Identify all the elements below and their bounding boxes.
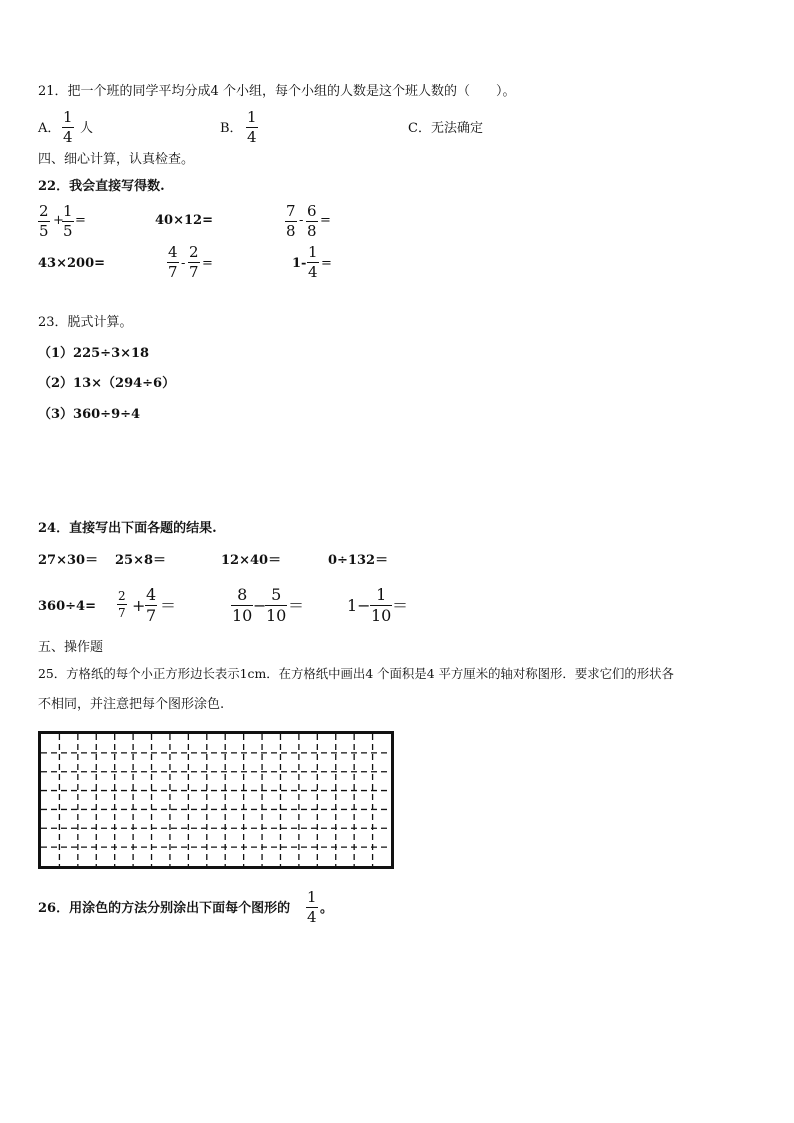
denominator: 4 — [308, 263, 318, 281]
q24-r1-3: 12×40＝ — [221, 553, 282, 568]
q21-option-a-suffix: 人 — [80, 121, 94, 136]
q22-e3-op: - — [299, 213, 304, 228]
denominator: 10 — [371, 606, 392, 625]
q24-r2-2-frac-b — [145, 587, 157, 624]
q24-r2-3-eq: ＝ — [288, 596, 305, 615]
section4-heading: 四、细心计算，认真检查。 — [38, 152, 195, 167]
q21-option-c: C．无法确定 — [408, 121, 483, 136]
denominator: 5 — [39, 222, 49, 240]
q24-r2-3-frac-b — [265, 587, 287, 624]
q22-e6-fraction — [307, 245, 319, 280]
numerator: 1 — [63, 202, 73, 220]
q22-e1-frac-a — [38, 204, 50, 239]
q22-e1-frac-b — [62, 204, 74, 239]
q22-e5-op: - — [181, 256, 186, 271]
q22-title: 22．我会直接写得数. — [38, 179, 165, 194]
q22-e5-frac-a — [167, 245, 179, 280]
q26-text: 26．用涂色的方法分别涂出下面每个图形的 — [38, 901, 291, 916]
q23-item-1: （1）225÷3×18 — [38, 346, 150, 361]
numerator: 1 — [63, 108, 73, 126]
q24-r2-2-frac-a — [117, 590, 127, 619]
section5-heading: 五、操作题 — [38, 640, 104, 655]
q25-line-2: 不相同，并注意把每个图形涂色. — [38, 697, 225, 712]
q21-option-b-label: B． — [220, 121, 243, 136]
denominator: 4 — [247, 128, 257, 146]
q24-r1-2: 25×8＝ — [115, 553, 167, 568]
q21-option-a-label: A． — [38, 121, 61, 136]
numerator: 1 — [247, 108, 257, 126]
q24-r2-4-prefix: 1− — [347, 596, 371, 615]
numerator: 2 — [189, 243, 199, 261]
numerator: 4 — [168, 243, 178, 261]
q26-end: 。 — [320, 901, 334, 916]
numerator: 1 — [307, 888, 317, 906]
q23-item-2: （2）13×（294÷6） — [38, 376, 176, 391]
q24-r2-4-fraction — [370, 587, 392, 624]
numerator: 8 — [237, 585, 248, 604]
q24-r2-2-eq: ＝ — [160, 596, 177, 615]
numerator: 4 — [146, 585, 157, 604]
q22-e3-eq: = — [320, 213, 331, 228]
denominator: 4 — [307, 908, 317, 926]
q21-option-b-fraction — [246, 110, 258, 145]
q23-item-3: （3）360÷9÷4 — [38, 407, 141, 422]
q24-r2-1: 360÷4= — [38, 599, 96, 614]
q22-e3-frac-a — [285, 204, 297, 239]
q22-e6-eq: = — [321, 256, 332, 271]
grid-paper[interactable] — [38, 731, 394, 869]
numerator: 1 — [376, 585, 387, 604]
q22-e6-prefix: 1- — [292, 256, 307, 271]
denominator: 10 — [266, 606, 287, 625]
numerator: 2 — [118, 589, 126, 603]
q25-line-1: 25．方格纸的每个小正方形边长表示1cm．在方格纸中画出4 个面积是4 平方厘米的轴对称图形．要求它们的形状各 — [38, 666, 674, 681]
q23-title: 23．脱式计算。 — [38, 315, 133, 330]
numerator: 2 — [39, 202, 49, 220]
numerator: 5 — [271, 585, 282, 604]
q22-e3-frac-b — [306, 204, 318, 239]
q24-r1-4: 0÷132＝ — [328, 553, 389, 568]
denominator: 7 — [189, 263, 199, 281]
q26-fraction — [306, 890, 318, 925]
q24-r2-3-op: − — [253, 596, 267, 615]
q24-title: 24．直接写出下面各题的结果. — [38, 521, 217, 536]
q24-r1-1: 27×30＝ — [38, 553, 99, 568]
q24-r2-4-eq: ＝ — [392, 596, 409, 615]
q21-text: 21．把一个班的同学平均分成4 个小组，每个小组的人数是这个班人数的（ ）。 — [38, 84, 516, 99]
q22-e5-eq: = — [202, 256, 213, 271]
numerator: 6 — [307, 202, 317, 220]
grid-lines — [41, 734, 391, 866]
numerator: 1 — [308, 243, 318, 261]
q22-e4: 43×200= — [38, 256, 106, 271]
denominator: 5 — [63, 222, 73, 240]
denominator: 4 — [63, 128, 73, 146]
q24-r2-2-op: + — [132, 596, 146, 615]
q21-option-a-fraction — [62, 110, 74, 145]
denominator: 7 — [118, 606, 126, 620]
denominator: 10 — [232, 606, 253, 625]
q24-r2-3-frac-a — [231, 587, 253, 624]
q22-e2: 40×12= — [155, 213, 213, 228]
q22-e5-frac-b — [188, 245, 200, 280]
denominator: 8 — [286, 222, 296, 240]
denominator: 7 — [146, 606, 157, 625]
q22-e1-op: + — [53, 213, 64, 228]
denominator: 8 — [307, 222, 317, 240]
numerator: 7 — [286, 202, 296, 220]
q22-e1-eq: = — [75, 213, 86, 228]
denominator: 7 — [168, 263, 178, 281]
